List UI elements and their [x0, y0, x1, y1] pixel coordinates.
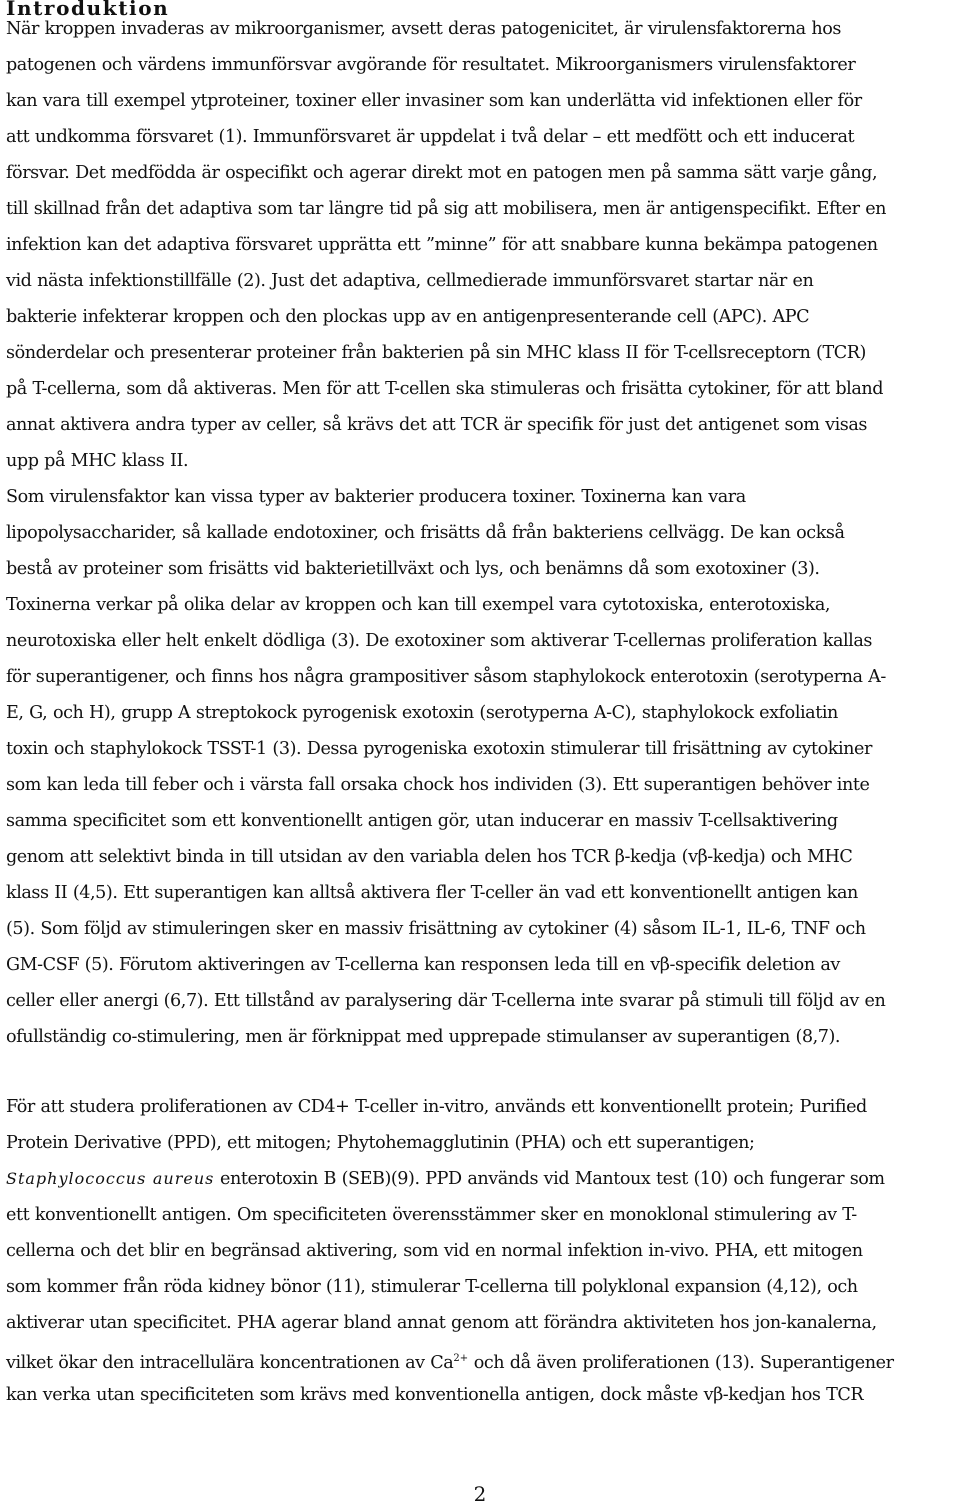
text-line: försvar. Det medfödda är ospecifikt och agerar direkt mot en patogen men på samma sätt varje gång, [6, 163, 878, 183]
text-line: upp på MHC klass II. [6, 451, 189, 471]
paragraph-3 [6, 1089, 956, 1413]
text-line: bakterie infekterar kroppen och den plockas upp av en antigenpresenterande cell (APC). APC [6, 307, 810, 327]
section-heading: Introduktion [6, 0, 170, 20]
text-line: När kroppen invaderas av mikroorganismer, avsett deras patogenicitet, är virulensfaktorerna hos [6, 19, 841, 39]
text-line: vid nästa infektionstillfälle (2). Just det adaptiva, cellmedierade immunförsvaret startar när en [6, 271, 814, 291]
text-line: sönderdelar och presenterar proteiner från bakterien på sin MHC klass II för T-cellsreceptorn (TCR) [6, 343, 866, 363]
text-line: för superantigener, och finns hos några grampositiver såsom staphylokock enterotoxin (serotyperna A- [6, 667, 886, 687]
text-run: och då även proliferationen (13). Superantigener [468, 1353, 894, 1373]
text-line: som kommer från röda kidney bönor (11), stimulerar T-cellerna till polyklonal expansion (4,12), och [6, 1277, 858, 1297]
paragraph-gap [6, 1055, 956, 1089]
text-line: Protein Derivative (PPD), ett mitogen; Phytohemagglutinin (PHA) och ett superantigen; [6, 1133, 755, 1153]
text-line: kan verka utan specificiteten som krävs med konventionella antigen, dock måste vβ-kedjan hos TCR [6, 1385, 864, 1405]
text-line: neurotoxiska eller helt enkelt dödliga (3). De exotoxiner som aktiverar T-cellernas proliferation kallas [6, 631, 872, 651]
text-line: ofullständig co-stimulering, men är förknippat med upprepade stimulanser av superantigen (8,7). [6, 1027, 841, 1047]
text-line: GM-CSF (5). Förutom aktiveringen av T-cellerna kan responsen leda till en vβ-specifik deletion av [6, 955, 840, 975]
text-line: Som virulensfaktor kan vissa typer av bakterier producera toxiner. Toxinerna kan vara [6, 487, 746, 507]
text-line: genom att selektivt binda in till utsidan av den variabla delen hos TCR β-kedja (vβ-kedja) och MHC [6, 847, 853, 867]
text-line: Toxinerna verkar på olika delar av kroppen och kan till exempel vara cytotoxiska, enterotoxiska, [6, 595, 831, 615]
text-line: toxin och staphylokock TSST-1 (3). Dessa pyrogeniska exotoxin stimulerar till frisättning av cytokiner [6, 739, 872, 759]
document-page [6, 0, 956, 1413]
text-line: infektion kan det adaptiva försvaret upprätta ett ”minne” för att snabbare kunna bekämpa patogenen [6, 235, 878, 255]
text-line: på T-cellerna, som då aktiveras. Men för att T-cellen ska stimuleras och frisätta cytokiner, för att bland [6, 379, 884, 399]
text-line: klass II (4,5). Ett superantigen kan alltså aktivera fler T-celler än vad ett konventionellt antigen kan [6, 883, 858, 903]
text-line: till skillnad från det adaptiva som tar längre tid på sig att mobilisera, men är antigenspecifikt. Efter en [6, 199, 887, 219]
paragraph-2 [6, 479, 956, 1055]
text-line: som kan leda till feber och i värsta fall orsaka chock hos individen (3). Ett superantigen behöver inte [6, 775, 870, 795]
text-line: aktiverar utan specificitet. PHA agerar bland annat genom att förändra aktiviteten hos jon-kanalerna, [6, 1313, 877, 1333]
text-line: E, G, och H), grupp A streptokock pyrogenisk exotoxin (serotyperna A-C), staphylokock exfoliatin [6, 703, 838, 723]
text-line: annat aktivera andra typer av celler, så krävs det att TCR är specifik för just det antigenet som visas [6, 415, 867, 435]
species-name: Staphylococcus aureus [6, 1169, 215, 1188]
text-line: För att studera proliferationen av CD4+ T-celler in-vitro, används ett konventionellt protein; Purified [6, 1097, 867, 1117]
page-number: 2 [473, 1482, 487, 1506]
paragraph-1 [6, 11, 956, 479]
text-line: (5). Som följd av stimuleringen sker en massiv frisättning av cytokiner (4) såsom IL-1, IL-6, TNF och [6, 919, 866, 939]
text-line: att undkomma försvaret (1). Immunförsvaret är uppdelat i två delar – ett medfött och ett inducerat [6, 127, 855, 147]
text-line: ett konventionellt antigen. Om specificiteten överensstämmer sker en monoklonal stimulering av T- [6, 1205, 857, 1225]
text-line: kan vara till exempel ytproteiner, toxiner eller invasiner som kan underlätta vid infektionen eller för [6, 91, 862, 111]
superscript: 2+ [453, 1353, 469, 1364]
text-line: celler eller anergi (6,7). Ett tillstånd av paralysering där T-cellerna inte svarar på stimuli till följd av en [6, 991, 886, 1011]
text-run: enterotoxin B (SEB)(9). PPD används vid Mantoux test (10) och fungerar som [214, 1169, 885, 1189]
text-line: patogenen och värdens immunförsvar avgörande för resultatet. Mikroorganismers virulensfaktorer [6, 55, 856, 75]
text-line: samma specificitet som ett konventionellt antigen gör, utan inducerar en massiv T-cellsaktivering [6, 811, 838, 831]
text-line: bestå av proteiner som frisätts vid bakterietillväxt och lys, och benämns då som exotoxiner (3). [6, 559, 820, 579]
text-line-mixed [6, 1341, 956, 1377]
text-line-mixed [6, 1161, 956, 1197]
text-line: lipopolysaccharider, så kallade endotoxiner, och frisätts då från bakteriens cellvägg. De kan också [6, 523, 845, 543]
text-line: cellerna och det blir en begränsad aktivering, som vid en normal infektion in-vivo. PHA, ett mitogen [6, 1241, 863, 1261]
text-run: vilket ökar den intracellulära koncentrationen av Ca [6, 1353, 454, 1373]
